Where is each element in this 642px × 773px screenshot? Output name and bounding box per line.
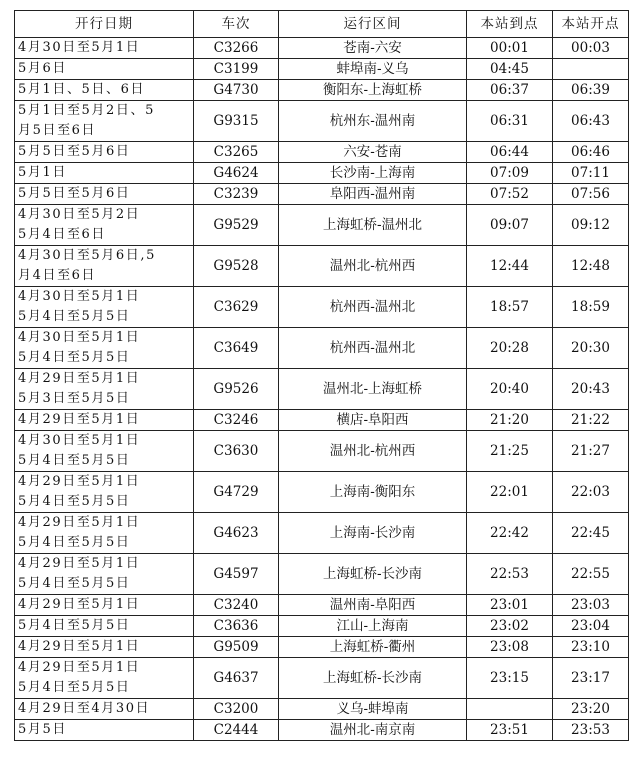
table-row (15, 595, 629, 616)
departure-time-cell: 18:59 (553, 287, 629, 328)
run-dates-line: 5月4日至5月5日 (18, 618, 131, 633)
arrival-time-cell: 09:07 (467, 205, 553, 246)
run-dates-cell (15, 38, 194, 59)
table-row (15, 720, 629, 741)
header-route: 运行区间 (279, 11, 467, 38)
arrival-time-cell: 20:40 (467, 369, 553, 410)
table-row (15, 38, 629, 59)
run-dates-cell (15, 616, 194, 637)
route-cell: 温州北-杭州西 (279, 246, 467, 287)
route-cell: 上海虹桥-长沙南 (279, 658, 467, 699)
train-schedule-table (14, 10, 629, 741)
route-cell: 六安-苍南 (279, 142, 467, 163)
run-dates-line: 5月5日 (18, 722, 67, 737)
run-dates-line: 5月4日至5月5日 (18, 680, 131, 695)
run-dates-cell (15, 472, 194, 513)
route-cell: 温州北-南京南 (279, 720, 467, 741)
route-cell: 横店-阜阳西 (279, 410, 467, 431)
train-number-cell: G9529 (194, 205, 279, 246)
train-number-cell: C3649 (194, 328, 279, 369)
route-cell: 上海虹桥-温州北 (279, 205, 467, 246)
run-dates-cell (15, 328, 194, 369)
arrival-time-cell: 06:31 (467, 101, 553, 142)
run-dates-cell (15, 80, 194, 101)
arrival-time-cell: 07:52 (467, 184, 553, 205)
departure-time-cell: 22:03 (553, 472, 629, 513)
table-row (15, 472, 629, 513)
departure-time-cell: 07:11 (553, 163, 629, 184)
run-dates-line: 5月6日 (18, 61, 67, 76)
train-number-cell: G4597 (194, 554, 279, 595)
arrival-time-cell: 23:02 (467, 616, 553, 637)
run-dates-cell (15, 369, 194, 410)
departure-time-cell: 06:43 (553, 101, 629, 142)
arrival-time-cell (467, 699, 553, 720)
run-dates-line: 5月4日至5月5日 (18, 535, 131, 550)
route-cell: 上海虹桥-衢州 (279, 637, 467, 658)
run-dates-line: 5月4日至5月5日 (18, 494, 131, 509)
train-number-cell: C3200 (194, 699, 279, 720)
run-dates-cell (15, 595, 194, 616)
run-dates-line: 5月4日至6日 (18, 227, 107, 242)
route-cell: 长沙南-上海南 (279, 163, 467, 184)
train-number-cell: C3240 (194, 595, 279, 616)
train-number-cell: C3630 (194, 431, 279, 472)
run-dates-cell (15, 699, 194, 720)
run-dates-line: 5月1日 (18, 165, 67, 180)
run-dates-line: 4月30日至5月2日 (18, 207, 141, 222)
route-cell: 上海南-长沙南 (279, 513, 467, 554)
train-number-cell: G4637 (194, 658, 279, 699)
arrival-time-cell: 23:15 (467, 658, 553, 699)
route-cell: 阜阳西-温州南 (279, 184, 467, 205)
arrival-time-cell: 06:44 (467, 142, 553, 163)
run-dates-cell (15, 184, 194, 205)
arrival-time-cell: 23:08 (467, 637, 553, 658)
run-dates-cell (15, 554, 194, 595)
table-row (15, 205, 629, 246)
run-dates-line: 4月29日至5月1日 (18, 556, 141, 571)
arrival-time-cell: 22:01 (467, 472, 553, 513)
run-dates-line: 4月30日至5月1日 (18, 40, 141, 55)
table-row (15, 142, 629, 163)
train-number-cell: G9315 (194, 101, 279, 142)
arrival-time-cell: 07:09 (467, 163, 553, 184)
arrival-time-cell: 21:25 (467, 431, 553, 472)
departure-time-cell: 09:12 (553, 205, 629, 246)
header-arrive: 本站到点 (467, 11, 553, 38)
train-number-cell: G9509 (194, 637, 279, 658)
departure-time-cell: 07:56 (553, 184, 629, 205)
train-number-cell: C3266 (194, 38, 279, 59)
arrival-time-cell: 12:44 (467, 246, 553, 287)
run-dates-cell (15, 101, 194, 142)
route-cell: 杭州西-温州北 (279, 328, 467, 369)
route-cell: 上海南-衡阳东 (279, 472, 467, 513)
header-row (15, 11, 629, 38)
departure-time-cell: 12:48 (553, 246, 629, 287)
departure-time-cell: 23:03 (553, 595, 629, 616)
arrival-time-cell: 22:53 (467, 554, 553, 595)
table-row (15, 184, 629, 205)
run-dates-cell (15, 142, 194, 163)
arrival-time-cell: 18:57 (467, 287, 553, 328)
departure-time-cell: 22:45 (553, 513, 629, 554)
departure-time-cell: 21:27 (553, 431, 629, 472)
route-cell: 江山-上海南 (279, 616, 467, 637)
arrival-time-cell: 22:42 (467, 513, 553, 554)
run-dates-cell (15, 410, 194, 431)
run-dates-cell (15, 246, 194, 287)
departure-time-cell: 23:04 (553, 616, 629, 637)
run-dates-cell (15, 205, 194, 246)
route-cell: 上海虹桥-长沙南 (279, 554, 467, 595)
run-dates-line: 4月29日至5月1日 (18, 639, 141, 654)
route-cell: 温州北-上海虹桥 (279, 369, 467, 410)
table-row (15, 410, 629, 431)
arrival-time-cell: 00:01 (467, 38, 553, 59)
train-number-cell: C3199 (194, 59, 279, 80)
run-dates-line: 4月29日至5月1日 (18, 515, 141, 530)
table-row (15, 699, 629, 720)
train-number-cell: C3246 (194, 410, 279, 431)
departure-time-cell: 23:17 (553, 658, 629, 699)
train-number-cell: C3636 (194, 616, 279, 637)
route-cell: 衡阳东-上海虹桥 (279, 80, 467, 101)
run-dates-cell (15, 431, 194, 472)
arrival-time-cell: 06:37 (467, 80, 553, 101)
run-dates-line: 5月4日至5月5日 (18, 350, 131, 365)
route-cell: 温州北-杭州西 (279, 431, 467, 472)
table-row (15, 163, 629, 184)
arrival-time-cell: 23:01 (467, 595, 553, 616)
departure-time-cell: 23:53 (553, 720, 629, 741)
run-dates-line: 月5日至6日 (18, 123, 97, 138)
table-row (15, 59, 629, 80)
run-dates-line: 5月1日至5月2日、5 (18, 103, 155, 118)
departure-time-cell: 00:03 (553, 38, 629, 59)
train-number-cell: G4729 (194, 472, 279, 513)
table-body (15, 38, 629, 741)
route-cell: 苍南-六安 (279, 38, 467, 59)
run-dates-line: 4月29日至5月1日 (18, 412, 141, 427)
arrival-time-cell: 04:45 (467, 59, 553, 80)
run-dates-line: 5月1日、5日、6日 (18, 82, 146, 97)
train-number-cell: G9526 (194, 369, 279, 410)
route-cell: 义乌-蚌埠南 (279, 699, 467, 720)
table-row (15, 369, 629, 410)
train-number-cell: G9528 (194, 246, 279, 287)
table-row (15, 246, 629, 287)
run-dates-line: 5月3日至5月5日 (18, 391, 131, 406)
train-number-cell: G4623 (194, 513, 279, 554)
table-row (15, 101, 629, 142)
run-dates-line: 4月30日至5月1日 (18, 289, 141, 304)
departure-time-cell: 20:30 (553, 328, 629, 369)
run-dates-line: 4月29日至5月1日 (18, 660, 141, 675)
header-dates: 开行日期 (15, 11, 194, 38)
departure-time-cell (553, 59, 629, 80)
run-dates-line: 4月29日至5月1日 (18, 371, 141, 386)
departure-time-cell: 20:43 (553, 369, 629, 410)
header-depart: 本站开点 (553, 11, 629, 38)
run-dates-cell (15, 59, 194, 80)
departure-time-cell: 22:55 (553, 554, 629, 595)
table-row (15, 554, 629, 595)
run-dates-line: 5月4日至5月5日 (18, 453, 131, 468)
run-dates-cell (15, 658, 194, 699)
run-dates-line: 4月29日至4月30日 (18, 701, 151, 716)
run-dates-line: 5月5日至5月6日 (18, 144, 131, 159)
train-number-cell: C3629 (194, 287, 279, 328)
route-cell: 温州南-阜阳西 (279, 595, 467, 616)
run-dates-cell (15, 287, 194, 328)
table-row (15, 637, 629, 658)
arrival-time-cell: 20:28 (467, 328, 553, 369)
train-number-cell: C3265 (194, 142, 279, 163)
run-dates-cell (15, 513, 194, 554)
route-cell: 杭州东-温州南 (279, 101, 467, 142)
route-cell: 杭州西-温州北 (279, 287, 467, 328)
train-number-cell: C2444 (194, 720, 279, 741)
train-number-cell: G4730 (194, 80, 279, 101)
run-dates-line: 4月29日至5月1日 (18, 474, 141, 489)
run-dates-line: 4月30日至5月1日 (18, 433, 141, 448)
run-dates-line: 月4日至6日 (18, 268, 97, 283)
table-row (15, 658, 629, 699)
departure-time-cell: 21:22 (553, 410, 629, 431)
table-row (15, 616, 629, 637)
run-dates-line: 5月4日至5月5日 (18, 309, 131, 324)
departure-time-cell: 23:20 (553, 699, 629, 720)
table-row (15, 328, 629, 369)
run-dates-cell (15, 637, 194, 658)
departure-time-cell: 06:46 (553, 142, 629, 163)
departure-time-cell: 06:39 (553, 80, 629, 101)
arrival-time-cell: 21:20 (467, 410, 553, 431)
run-dates-line: 4月30日至5月6日,5 (18, 248, 156, 263)
train-number-cell: G4624 (194, 163, 279, 184)
run-dates-line: 5月5日至5月6日 (18, 186, 131, 201)
table-row (15, 80, 629, 101)
run-dates-line: 5月4日至5月5日 (18, 576, 131, 591)
run-dates-line: 4月30日至5月1日 (18, 330, 141, 345)
table-row (15, 431, 629, 472)
route-cell: 蚌埠南-义乌 (279, 59, 467, 80)
arrival-time-cell: 23:51 (467, 720, 553, 741)
departure-time-cell: 23:10 (553, 637, 629, 658)
header-train: 车次 (194, 11, 279, 38)
table-row (15, 287, 629, 328)
run-dates-cell (15, 163, 194, 184)
table-row (15, 513, 629, 554)
run-dates-line: 4月29日至5月1日 (18, 597, 141, 612)
train-number-cell: C3239 (194, 184, 279, 205)
run-dates-cell (15, 720, 194, 741)
